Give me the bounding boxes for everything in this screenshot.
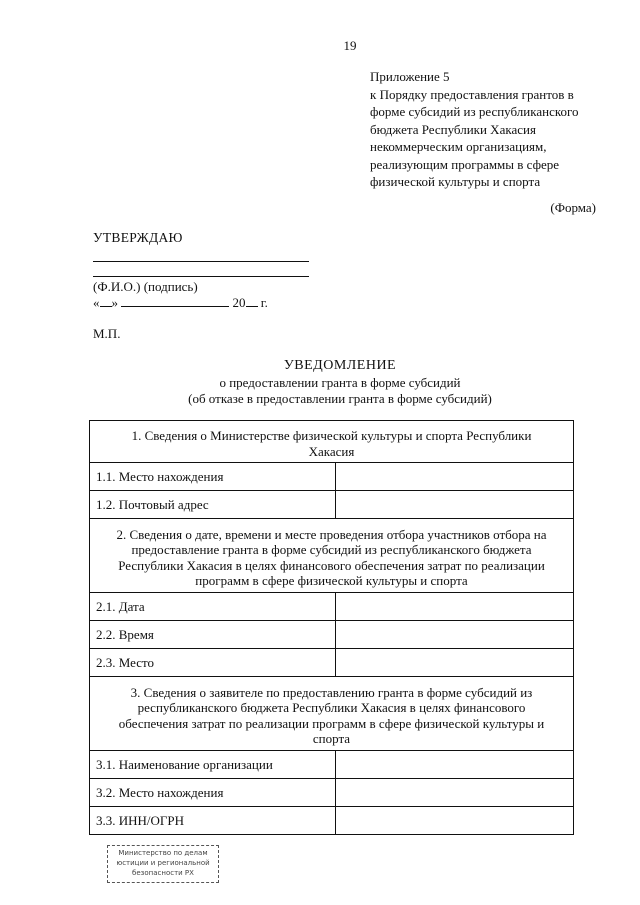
stamp-line: безопасности РХ <box>132 869 194 877</box>
appendix-line: бюджета Республики Хакасия <box>370 121 536 137</box>
table-row <box>90 593 574 621</box>
section-heading-row <box>90 677 574 751</box>
row-label: 3.2. Место нахождения <box>90 779 336 807</box>
signature-line[interactable] <box>93 276 309 277</box>
table-row <box>90 491 574 519</box>
row-value[interactable] <box>336 621 574 649</box>
table-row <box>90 621 574 649</box>
seal-mark: М.П. <box>93 326 121 341</box>
document-title: УВЕДОМЛЕНИЕ <box>283 358 397 373</box>
table-row <box>90 751 574 779</box>
table-row <box>90 779 574 807</box>
notification-table <box>89 420 574 835</box>
appendix-line: форме субсидий из республиканского <box>370 104 579 119</box>
row-value[interactable] <box>336 593 574 621</box>
date-open-quote: « <box>93 295 100 310</box>
appendix-line: к Порядку предоставления грантов в <box>370 86 574 102</box>
year-suffix: г. <box>260 295 268 310</box>
document-subtitle-alt: (об отказе в предоставлении гранта в форме субсидий) <box>188 391 492 406</box>
stamp-line: Министерство по делам <box>118 849 208 857</box>
approval-heading: УТВЕРЖДАЮ <box>93 230 183 245</box>
document-subtitle: о предоставлении гранта в форме субсидий <box>219 375 461 390</box>
row-label: 1.1. Место нахождения <box>90 463 336 491</box>
year-prefix: 20 <box>232 295 246 310</box>
row-label: 3.1. Наименование организации <box>90 751 336 779</box>
row-label: 2.1. Дата <box>90 593 336 621</box>
day-blank[interactable] <box>100 295 112 307</box>
appendix-line: реализующим программы в сфере <box>370 156 560 172</box>
row-label: 1.2. Почтовый адрес <box>90 491 336 519</box>
row-value[interactable] <box>336 491 574 519</box>
table-row <box>90 649 574 677</box>
table-row <box>90 463 574 491</box>
year-blank[interactable] <box>246 295 258 307</box>
row-value[interactable] <box>336 751 574 779</box>
registration-stamp <box>107 845 219 883</box>
row-value[interactable] <box>336 463 574 491</box>
section-heading-row <box>90 421 574 463</box>
form-label: (Форма) <box>550 200 596 215</box>
position-line[interactable] <box>93 261 309 262</box>
date-close-quote: » <box>111 295 118 310</box>
row-value[interactable] <box>336 807 574 835</box>
appendix-line: некоммерческим организациям, <box>370 139 547 154</box>
row-label: 2.2. Время <box>90 621 336 649</box>
month-blank[interactable] <box>121 295 229 307</box>
page-number: 19 <box>343 38 357 53</box>
row-label: 3.3. ИНН/ОГРН <box>90 807 336 835</box>
date-line <box>93 295 268 311</box>
stamp-line: юстиции и региональной <box>116 859 210 867</box>
row-label: 2.3. Место <box>90 649 336 677</box>
appendix-line: Приложение 5 <box>370 69 450 84</box>
section3-heading: 3. Сведения о заявителе по предоставлению гранта в форме субсидий из республиканского бюджета Республики Хакасия в целях финансового обеспечения затрат по реализации программ в сфере физической культуры и спорта <box>90 677 574 751</box>
table-row <box>90 807 574 835</box>
section1-heading: 1. Сведения о Министерстве физической культуры и спорта Республики Хакасия <box>90 421 574 463</box>
section-heading-row <box>90 519 574 593</box>
row-value[interactable] <box>336 779 574 807</box>
appendix-line: физической культуры и спорта <box>370 174 541 189</box>
section2-heading: 2. Сведения о дате, времени и месте проведения отбора участников отбора на предоставление гранта в форме субсидий из республиканского бюджета Республики Хакасия в целях финансового обеспечения затрат по реализации программ в сфере физической культуры и спорта <box>90 519 574 593</box>
fio-signature-caption: (Ф.И.О.) (подпись) <box>93 279 198 294</box>
row-value[interactable] <box>336 649 574 677</box>
appendix-block <box>370 68 610 191</box>
